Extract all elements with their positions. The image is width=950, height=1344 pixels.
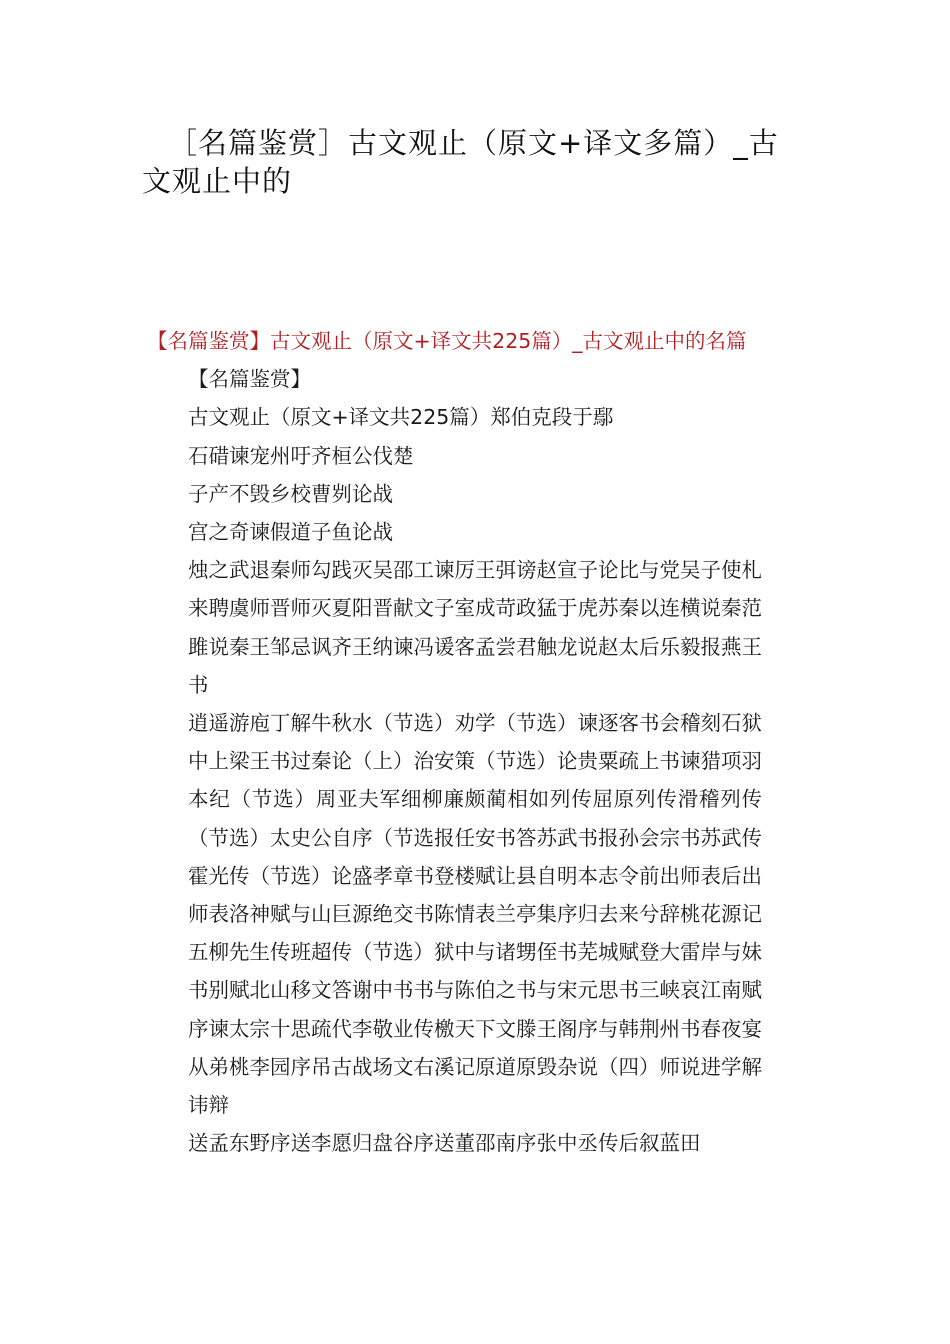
text-line-1: 古文观止（原文+译文共225篇）郑伯克段于鄢 [188,405,614,430]
document-title: ［名篇鉴赏］古文观止（原文+译文多篇）_古文观止中的 [142,126,779,198]
heading-paragraph [147,322,762,398]
text-line-4: 宫之奇谏假道子鱼论战 [188,520,393,545]
heading-red-text: 【名篇鉴赏】古文观止（原文+译文共225篇）_古文观止中的名篇 [147,329,747,353]
text-paragraph-1: 烛之武退秦师勾践灭吴邵工谏厉王弭谤赵宣子论比与党吴子使札来聘虞师晋师灭夏阳晋献文子室成苛政猛于虎苏秦以连横说秦范雎说秦王邹忌讽齐王纳谏冯谖客孟尝君触龙说赵太后乐毅报燕王书 [188,558,762,697]
text-paragraph-3: 送孟东野序送李愿归盘谷序送董邵南序张中丞传后叙蓝田 [188,1131,701,1156]
document-body [147,322,762,1162]
text-line-3: 子产不毁乡校曹刿论战 [188,481,393,506]
text-line-2: 石碏谏宠州吁齐桓公伐楚 [188,443,414,468]
heading-tail-text: 【名篇鉴赏】 [188,367,311,392]
text-paragraph-2: 逍遥游庖丁解牛秋水（节选）劝学（节选）谏逐客书会稽刻石狱中上梁王书过秦论（上）治安策（节选）论贵粟疏上书谏猎项羽本纪（节选）周亚夫军细柳廉颇蔺相如列传屈原列传滑稽列传（节选）太史公自序（节选报任安书答苏武书报孙会宗书苏武传霍光传（节选）论盛孝章书登楼赋让县自明本志令前出师表后出师表洛神赋与山巨源绝交书陈情表兰亭集序归去来兮辞桃花源记五柳先生传班超传（节选）狱中与诸甥侄书芜城赋登大雷岸与妹书别赋北山移文答谢中书书与陈伯之书与宋元思书三峡哀江南赋序谏太宗十思疏代李敬业传檄天下文滕王阁序与韩荆州书春夜宴从弟桃李园序吊古战场文右溪记原道原毁杂说（四）师说进学解讳辩 [188,711,762,1118]
